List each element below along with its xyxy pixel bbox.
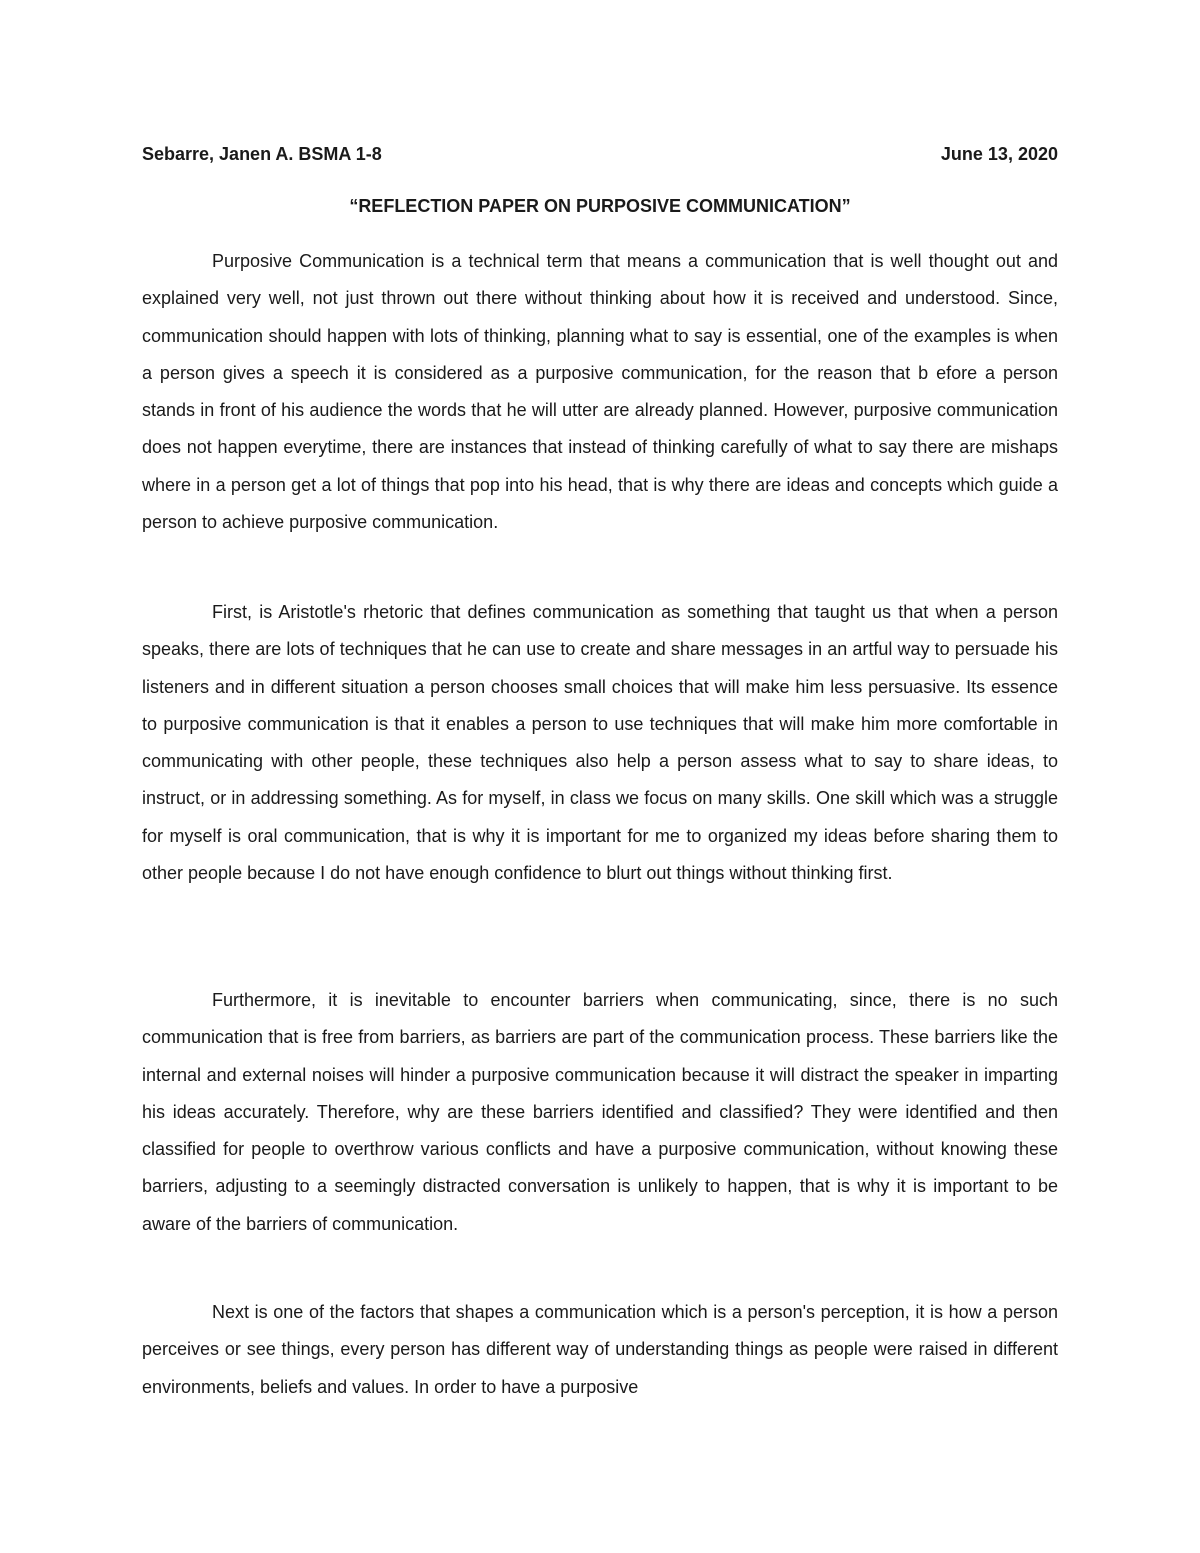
paper-title: “REFLECTION PAPER ON PURPOSIVE COMMUNICATION”: [349, 196, 851, 216]
paragraph-text: Furthermore, it is inevitable to encounter barriers when communicating, since, there is no such communication that is free from barriers, as barriers are part of the communication process. These barriers like the internal and external noises will hinder a purposive communication because it will distract the speaker in imparting his ideas accurately. Therefore, why are these barriers identified and classified? They were identified and then classified for people to overthrow various conflicts and have a purposive communication, without knowing these barriers, adjusting to a seemingly distracted conversation is unlikely to happen, that is why it is important to be aware of the barriers of communication.: [142, 990, 1058, 1234]
document-header: [142, 142, 1058, 166]
paragraph-text: First, is Aristotle's rhetoric that defines communication as something that taught us that when a person speaks, there are lots of techniques that he can use to create and share messages in an artful way to persuade his listeners and in different situation a person chooses small choices that will make him less persuasive. Its essence to purposive communication is that it enables a person to use techniques that will make him more comfortable in communicating with other people, these techniques also help a person assess what to say to share ideas, to instruct, or in addressing something. As for myself, in class we focus on many skills. One skill which was a struggle for myself is oral communication, that is why it is important for me to organized my ideas before sharing them to other people because I do not have enough confidence to blurt out things without thinking first.: [142, 602, 1058, 884]
paragraph-2: [142, 594, 1058, 892]
paragraph-text: Purposive Communication is a technical term that means a communication that is well thought out and explained very well, not just thrown out there without thinking about how it is received and understood. Since, communication should happen with lots of thinking, planning what to say is essential, one of the examples is when a person gives a speech it is considered as a purposive communication, for the reason that b efore a person stands in front of his audience the words that he will utter are already planned. However, purposive communication does not happen everytime, there are instances that instead of thinking carefully of what to say there are mishaps where in a person get a lot of things that pop into his head, that is why there are ideas and concepts which guide a person to achieve purposive communication.: [142, 251, 1058, 533]
document-date: June 13, 2020: [940, 144, 1058, 164]
paragraph-text: Next is one of the factors that shapes a communication which is a person's perception, it is how a person perceives or see things, every person has different way of understanding things as people were raised in different environments, beliefs and values. In order to have a purposive: [142, 1302, 1058, 1397]
paragraph-1: [142, 243, 1058, 541]
paragraph-3: [142, 982, 1058, 1243]
author-and-class: Sebarre, Janen A. BSMA 1-8: [142, 144, 382, 164]
paragraph-4: [142, 1294, 1058, 1406]
